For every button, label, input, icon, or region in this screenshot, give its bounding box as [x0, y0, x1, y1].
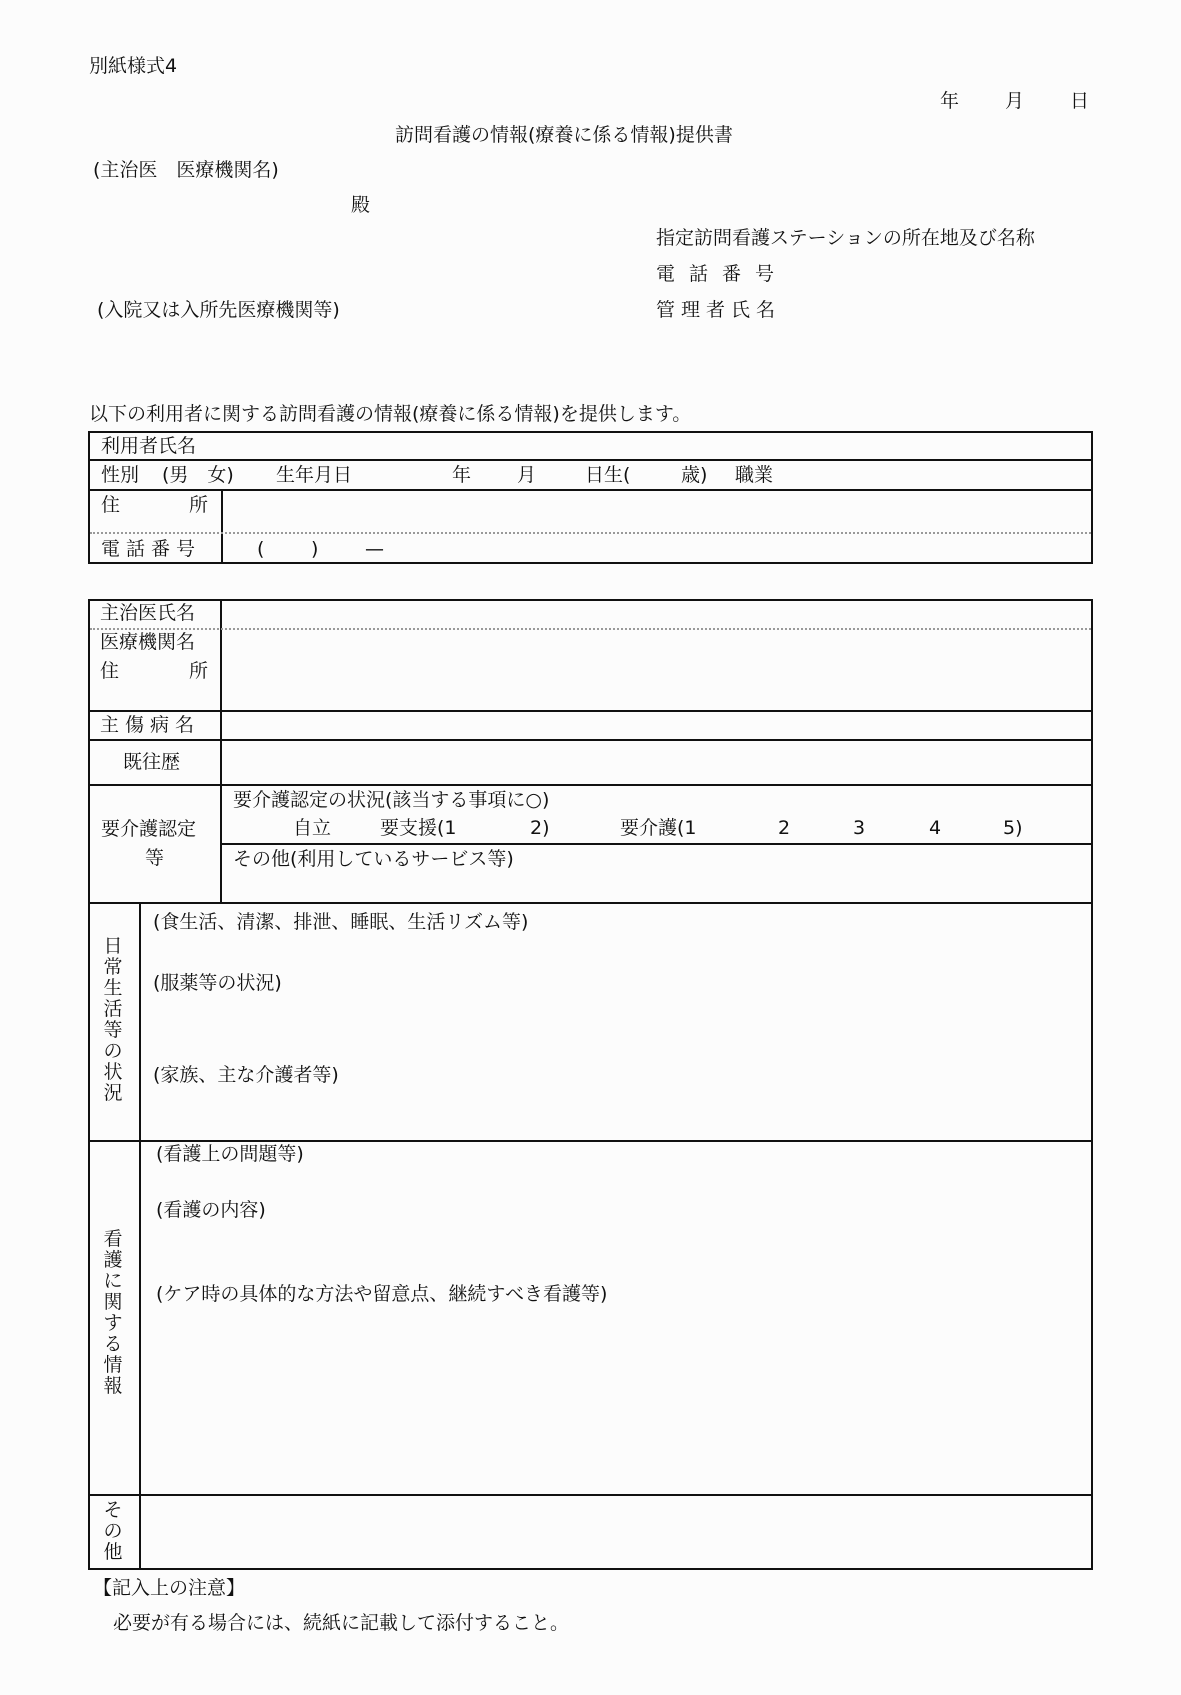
daily-life-item: (服薬等の状況) — [153, 972, 282, 994]
institution-address-field[interactable] — [225, 631, 1090, 708]
nursing-info-item: (看護上の問題等) — [156, 1143, 304, 1165]
patient-address-field[interactable] — [226, 492, 1090, 530]
nursing-info-label: 看護に関する情報 — [103, 1228, 123, 1397]
care-option-need-1[interactable]: 要介護(1 — [620, 817, 697, 839]
care-option-need-4[interactable]: 4 — [929, 817, 942, 839]
doctor-address-label-2: 所 — [189, 660, 209, 682]
divider — [88, 459, 1093, 461]
phone-dash: — — [365, 538, 384, 560]
divider — [88, 784, 1093, 786]
address-label-1: 住 — [101, 494, 121, 516]
care-status-heading: 要介護認定の状況(該当する事項に○) — [233, 789, 550, 811]
care-other-field[interactable] — [225, 872, 1090, 900]
sex-label: 性別 — [101, 464, 140, 486]
divider — [88, 902, 1093, 904]
birth-day-label: 日生( — [585, 464, 631, 486]
doctor-name-field[interactable] — [225, 601, 1090, 626]
notes-heading: 【記入上の注意】 — [93, 1577, 246, 1599]
honorific: 殿 — [351, 194, 371, 216]
care-cert-label-2: 等 — [145, 847, 165, 869]
phone-paren-close: ) — [311, 538, 319, 560]
form-number: 別紙様式4 — [89, 55, 178, 77]
doctor-name-label: 主治医氏名 — [100, 602, 196, 624]
date-month-label: 月 — [1005, 90, 1025, 112]
station-location-name-label: 指定訪問看護ステーションの所在地及び名称 — [656, 227, 1035, 249]
care-option-need-5[interactable]: 5) — [1003, 817, 1023, 839]
age-label: 歳) — [681, 464, 708, 486]
care-option-need-2[interactable]: 2 — [778, 817, 791, 839]
divider — [220, 599, 222, 904]
divider — [88, 1494, 1093, 1496]
phone-paren-open: ( — [257, 538, 265, 560]
birth-year-label: 年 — [452, 464, 472, 486]
address-label-2: 所 — [189, 494, 209, 516]
recipient-label: (主治医 医療機関名) — [93, 159, 279, 181]
care-option-support-1[interactable]: 要支援(1 — [380, 817, 457, 839]
patient-phone-label: 電話番号 — [101, 538, 202, 560]
sex-options[interactable]: (男 女) — [162, 464, 234, 486]
divider — [88, 739, 1093, 741]
daily-life-item: (食生活、清潔、排泄、睡眠、生活リズム等) — [153, 911, 529, 933]
care-other-label: その他(利用しているサービス等) — [233, 848, 514, 870]
dotted-divider — [90, 532, 1091, 534]
occupation-label: 職業 — [735, 464, 774, 486]
doctor-address-label-1: 住 — [100, 660, 120, 682]
history-label: 既往歴 — [123, 751, 181, 773]
patient-name-label: 利用者氏名 — [101, 435, 197, 457]
care-option-need-3[interactable]: 3 — [853, 817, 866, 839]
main-disease-label: 主傷病名 — [100, 714, 201, 736]
divider — [220, 843, 1093, 845]
institution-label: 医療機関名 — [100, 631, 196, 653]
birth-month-label: 月 — [517, 464, 537, 486]
nursing-info-field[interactable] — [144, 1143, 1090, 1492]
other-field[interactable] — [144, 1497, 1090, 1567]
care-option-support-2[interactable]: 2) — [530, 817, 550, 839]
patient-name-field[interactable] — [230, 433, 1090, 458]
date-year-label: 年 — [940, 90, 960, 112]
history-field[interactable] — [225, 742, 1090, 782]
divider — [139, 902, 141, 1569]
divider — [88, 1140, 1093, 1142]
recipient-label-2: (入院又は入所先医療機関等) — [97, 299, 340, 321]
birth-date-label: 生年月日 — [276, 464, 353, 486]
care-option-independent[interactable]: 自立 — [293, 817, 332, 839]
divider — [88, 489, 1093, 491]
date-day-label: 日 — [1070, 90, 1090, 112]
notes-text: 必要が有る場合には、続紙に記載して添付すること。 — [113, 1612, 570, 1634]
patient-phone-field[interactable] — [226, 535, 1090, 561]
daily-life-field[interactable] — [144, 905, 1090, 1138]
nursing-info-item: (看護の内容) — [156, 1199, 266, 1221]
intro-text: 以下の利用者に関する訪問看護の情報(療養に係る情報)を提供します。 — [89, 403, 692, 425]
document-title: 訪問看護の情報(療養に係る情報)提供書 — [395, 124, 733, 146]
main-disease-field[interactable] — [225, 712, 1090, 737]
dotted-divider — [90, 628, 1091, 630]
care-cert-label: 要介護認定 — [101, 818, 197, 840]
station-phone-label: 電話番号 — [656, 263, 789, 285]
station-manager-label: 管理者氏名 — [656, 299, 782, 321]
daily-life-label: 日常生活等の状況 — [103, 935, 123, 1104]
nursing-info-item: (ケア時の具体的な方法や留意点、継続すべき看護等) — [156, 1283, 608, 1305]
daily-life-item: (家族、主な介護者等) — [153, 1064, 339, 1086]
divider — [221, 489, 223, 563]
other-label: その他 — [103, 1499, 123, 1563]
